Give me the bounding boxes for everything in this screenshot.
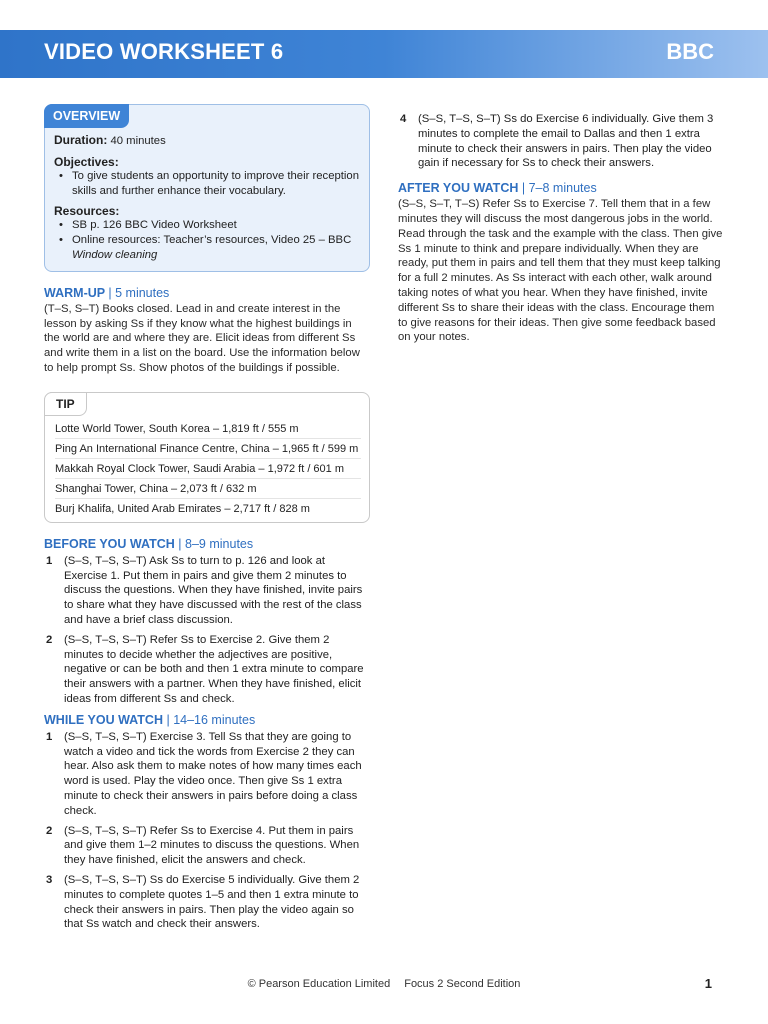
section-time: 8–9 minutes <box>185 536 254 551</box>
item-text: (S–S, T–S, S–T) Ss do Exercise 6 individually. Give them 3 minutes to complete the email to Dallas and then 1 extra minute to check their answers in pairs. Then play the video gain if necessary for Ss to check their answers. <box>418 113 714 170</box>
list-item <box>44 873 370 932</box>
before-heading <box>44 537 370 551</box>
separator: | <box>108 285 112 300</box>
tip-item: Shanghai Tower, China – 2,073 ft / 632 m <box>55 479 361 499</box>
section-time: 5 minutes <box>115 285 170 300</box>
list-item <box>44 730 370 819</box>
item-number: 1 <box>46 730 53 743</box>
item-text: (S–S, T–S, S–T) Refer Ss to Exercise 2. Give them 2 minutes to decide whether the adjectives are positive, negative or can be both and then 1 extra minute to compare their answers with a partner. When they have finished, elicit ideas from different Ss and check. <box>64 633 364 705</box>
section-title-text: AFTER YOU WATCH <box>398 181 519 196</box>
objectives-label: Objectives: <box>54 154 119 169</box>
item-text: (S–S, T–S, S–T) Ss do Exercise 5 individually. Give them 2 minutes to complete quotes 1–5 and then 1 extra minute to check their answers in pairs. Then play the video again so that Ss watch and check their answers. <box>64 873 360 931</box>
item-number: 1 <box>46 554 53 567</box>
list-item <box>44 554 370 628</box>
item-text: (S–S, T–S, S–T) Exercise 3. Tell Ss that they are going to watch a video and tick the words from Exercise 2 they can hear. Also ask them to make notes of how many times each word is used. Play the video once. Then give Ss 1 extra minute to check their answers in pairs before doing a class check. <box>64 730 362 817</box>
tip-item: Burj Khalifa, United Arab Emirates – 2,717 ft / 828 m <box>55 502 310 515</box>
item-number: 2 <box>46 824 53 837</box>
duration-label: Duration: <box>54 133 108 147</box>
resource-text: Online resources: Teacher’s resources, Video 25 – BBC <box>72 234 352 247</box>
separator: | <box>521 181 526 196</box>
tip-item: Lotte World Tower, South Korea – 1,819 ft / 555 m <box>55 419 361 439</box>
objectives-list <box>54 169 359 199</box>
list-item <box>44 824 370 868</box>
right-column <box>398 112 724 345</box>
item-number: 2 <box>46 633 53 646</box>
list-item <box>44 633 370 707</box>
page-title: VIDEO WORKSHEET 6 <box>44 39 284 64</box>
after-text: (S–S, S–T, T–S) Refer Ss to Exercise 7. Tell them that in a few minutes they will discuss the most dangerous jobs in the world. Read through the task and the example with the class. Then give Ss 1 minute to think and prepare individually. When they are ready, put them in pairs and tell them that they must keep talking for a full 2 minutes. As Ss interact with each other, walk around taking notes of what you hear. When they have finished, invite different Ss to share their ideas with the class. Encourage them to give reasons for their ideas. Then give some feedback based on your notes. <box>398 198 723 344</box>
before-list <box>44 554 370 707</box>
section-title-text: WHILE YOU WATCH <box>44 712 163 727</box>
list-item: • SB p. 126 BBC Video Worksheet <box>54 218 359 233</box>
while-list-continued <box>398 112 724 171</box>
duration-line <box>54 133 359 149</box>
edition-text: Focus 2 Second Edition <box>404 978 521 990</box>
list-item <box>54 233 359 263</box>
section-time: 7–8 minutes <box>528 181 597 196</box>
warmup-text: (T–S, S–T) Books closed. Lead in and create interest in the lesson by asking Ss if they know what the highest buildings in the world are and where they are. Elicit ideas from different Ss and write them in a list on the board. Use the information below to help prompt Ss. Show photos of the buildings if possible. <box>44 302 360 374</box>
item-text: (S–S, T–S, S–T) Refer Ss to Exercise 4. Put them in pairs and give them 1–2 minutes to discuss the questions. When they have finished, elicit the answers and check. <box>64 824 360 867</box>
resources-label: Resources: <box>54 204 120 219</box>
duration-value: 40 minutes <box>110 135 166 147</box>
list-item: • To give students an opportunity to improve their reception skills and further enhance their vocabulary. <box>54 169 359 199</box>
section-title-text: BEFORE YOU WATCH <box>44 536 175 551</box>
overview-tab: OVERVIEW <box>44 104 129 128</box>
after-heading <box>398 181 724 195</box>
section-time: 14–16 minutes <box>173 712 256 727</box>
tip-item: Ping An International Finance Centre, China – 1,965 ft / 599 m <box>55 439 361 459</box>
header-banner <box>0 30 768 78</box>
list-item <box>398 112 724 171</box>
resource-italic: Window cleaning <box>72 248 158 261</box>
overview-box <box>44 104 370 272</box>
warmup-heading <box>44 286 370 300</box>
left-column <box>44 104 370 938</box>
item-number: 3 <box>46 873 53 886</box>
item-number: 4 <box>400 113 407 125</box>
section-title-text: WARM-UP <box>44 285 105 300</box>
separator: | <box>166 712 170 727</box>
tip-item: Makkah Royal Clock Tower, Saudi Arabia – 1,972 ft / 601 m <box>55 459 361 479</box>
tip-tab: TIP <box>44 392 87 416</box>
tip-box <box>44 392 370 523</box>
while-heading <box>44 713 370 727</box>
while-list <box>44 730 370 932</box>
page-number: 1 <box>704 976 712 991</box>
bbc-logo: BBC <box>666 39 714 64</box>
separator: | <box>178 536 182 551</box>
copyright-text: © Pearson Education Limited <box>247 978 391 990</box>
footer <box>0 978 768 990</box>
resources-list <box>54 218 359 262</box>
item-text: (S–S, T–S, S–T) Ask Ss to turn to p. 126 and look at Exercise 1. Put them in pairs and give them 2 minutes to discuss the questions. When they have finished, invite pairs to share what they have discussed with the rest of the class and have a brief class discussion. <box>64 554 363 626</box>
